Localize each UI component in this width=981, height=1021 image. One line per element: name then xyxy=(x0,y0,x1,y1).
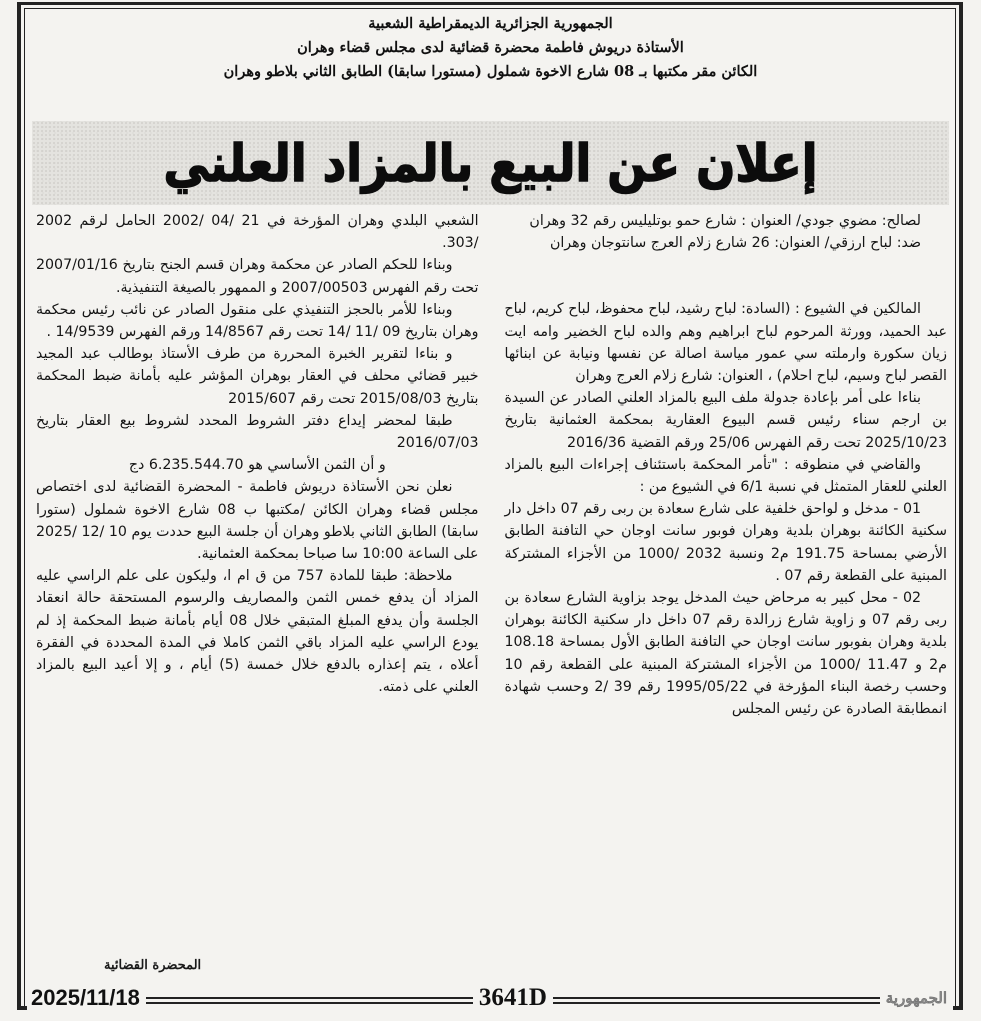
header-bailiff-line: الأستاذة دريوش فاطمة محضرة قضائية لدى مجلس قضاء وهران xyxy=(297,39,684,56)
expert-report-paragraph: و بناءا لتقرير الخبرة المحررة من طرف الأستاذ بوطالب عبد المجيد خبير قضائي محلف في العقار بوهران المؤشر عليه بأمانة ضبط المحكمة بتاريخ 2015/08/03 تحت رقم 2015/607 xyxy=(36,346,479,407)
court-order-paragraph: بناءا على أمر بإعادة جدولة ملف البيع بالمزاد العلني الصادر عن السيدة بن ارجم سناء رئيس قسم البيوع العقارية بمحكمة العثمانية بتاريخ 2025/10/23 تحت رقم الفهرس 25/06 ورقم القضية 2016/36 xyxy=(504,390,947,451)
ad-code: 3641D xyxy=(478,984,547,1011)
auction-session-paragraph: نعلن نحن الأستاذة دريوش فاطمة - المحضرة القضائية لدى اختصاص مجلس قضاء وهران الكائن /مكتبها ب 08 شارع الاخوة شملول (ستورا سابقا) الطابق الثاني بلاطو وهران أن جلسة البيع حددت يوم 10 /12 /2025 على الساعة 10:00 سا صباحا بمحكمة العثمانية. xyxy=(36,479,479,563)
page-footer xyxy=(17,984,963,1012)
header-address-line: الكائن مقر مكتبها بـ 08 شارع الاخوة شملول (مستورا سابقا) الطابق الثاني بلاطو وهران xyxy=(223,63,758,80)
announcement-title: إعلان عن البيع بالمزاد العلني xyxy=(163,132,818,194)
property-item-02: 02 - محل كبير به مرحاض حيث المدخل يوجد بزاوية الشارع سعادة بن ربى رقم 07 و زاوية شارع زرالدة رقم 07 داخل دار سكنية الكائنة بوهران بلدية وهران بفوبور سانت اوجان حي التافنة الطابق الأول بمساحة 108.18 م2 و 11.47 /1000 من الأجزاء المشتركة المبنية على القطعة رقم 10 وحسب رخصة البناء المؤرخة في 1995/05/22 رقم 39 /2 وحسب شهادة انمطابقة الصادرة عن رئيس المجلس xyxy=(504,590,947,718)
publication-date: 2025/11/18 xyxy=(31,985,140,1010)
note-paragraph: ملاحظة: طبقا للمادة 757 من ق ام ا، وليكون على علم الراسي عليه المزاد أن يدفع خمس الثمن والمصاريف والرسوم المستحقة حالة انعقاد الجلسة وأن يدفع المبلغ المتبقي خلال 08 أيام بأمانة ضبط المحكمة إذ لم يودع الراسي عليه المزاد باقي الثمن كاملا في المدة المحددة في الفقرة أعلاه ، يتم إعذاره بالدفع خلال خمسة (5) أيام ، و إلا أعيد البيع بالمزاد العلني على ذمته. xyxy=(36,568,479,696)
defendant-paragraph: ضد: لباح ارزقي/ العنوان: 26 شارع زلام العرج سانتوجان وهران xyxy=(549,235,921,252)
continuation-paragraph: الشعبي البلدي وهران المؤرخة في 21 /04 /2002 الحامل لرقم 2002 /303. xyxy=(36,213,479,252)
newspaper-logo: الجمهورية xyxy=(885,989,947,1007)
title-banner xyxy=(32,121,949,205)
base-price-paragraph: و أن الثمن الأساسي هو 6.235.544.70 دج xyxy=(128,457,386,474)
announcement-header xyxy=(0,12,981,84)
footer-rule xyxy=(553,997,880,1004)
footer-corner-right xyxy=(953,986,963,1010)
bailiff-signature: المحضرة القضائية xyxy=(104,958,202,973)
left-column xyxy=(32,210,479,965)
conditions-deposit-paragraph: طبقا لمحضر إيداع دفتر الشروط المحدد لشروط بيع العقار بتاريخ 2016/07/03 xyxy=(36,412,479,452)
body-columns xyxy=(32,210,949,965)
property-item-01: 01 - مدخل و لواحق خلفية على شارع سعادة بن ربى رقم 07 داخل دار سكنية الكائنة بوهران بلدية وهران فوبور سانت اوجان حي التافنة الطابق الأرضي بمساحة 191.75 م2 ونسبة 2032 /1000 من الأجزاء المشتركة المبنية على القطعة رقم 07 . xyxy=(504,501,947,584)
footer-corner-left xyxy=(17,986,27,1010)
footer-rule xyxy=(146,997,473,1004)
right-column xyxy=(505,210,950,965)
judgment-paragraph: وبناءا للحكم الصادر عن محكمة وهران قسم الجنح بتاريخ 2007/01/16 تحت رقم الفهرس 2007/00503 و الممهور بالصيغة التنفيذية. xyxy=(36,257,479,296)
co-owners-paragraph: المالكين في الشيوع : (السادة: لباح رشيد، لباح محفوظ، لباح كريم، لباح عبد الحميد، وورثة المرحوم لباح ابراهيم وهم والده لباح الخضير وامه ايت زيان سكورة وارملته سي عمور مياسة اصالة عن نفسها ونيابة عن ابنائها القصر لباح وسيم، لباح احلام) ، العنوان: شارع زلام العرج وهران xyxy=(504,301,947,385)
plaintiff-paragraph: لصالح: مضوي جودي/ العنوان : شارع حمو بوتليليس رقم 32 وهران xyxy=(529,213,921,229)
ruling-paragraph: والقاضي في منطوقه : "تأمر المحكمة باستئناف إجراءات البيع بالمزاد العلني للعقار المتمثل في نسبة 6/1 في الشيوع من : xyxy=(504,456,947,496)
seizure-order-paragraph: وبناءا للأمر بالحجز التنفيذي على منقول الصادر عن نائب رئيس محكمة وهران بتاريخ 09 /11 /14 تحت رقم 14/8567 ورقم الفهرس 14/9539 . xyxy=(36,301,479,341)
header-republic-line: الجمهورية الجزائرية الديمقراطية الشعبية xyxy=(368,15,613,32)
